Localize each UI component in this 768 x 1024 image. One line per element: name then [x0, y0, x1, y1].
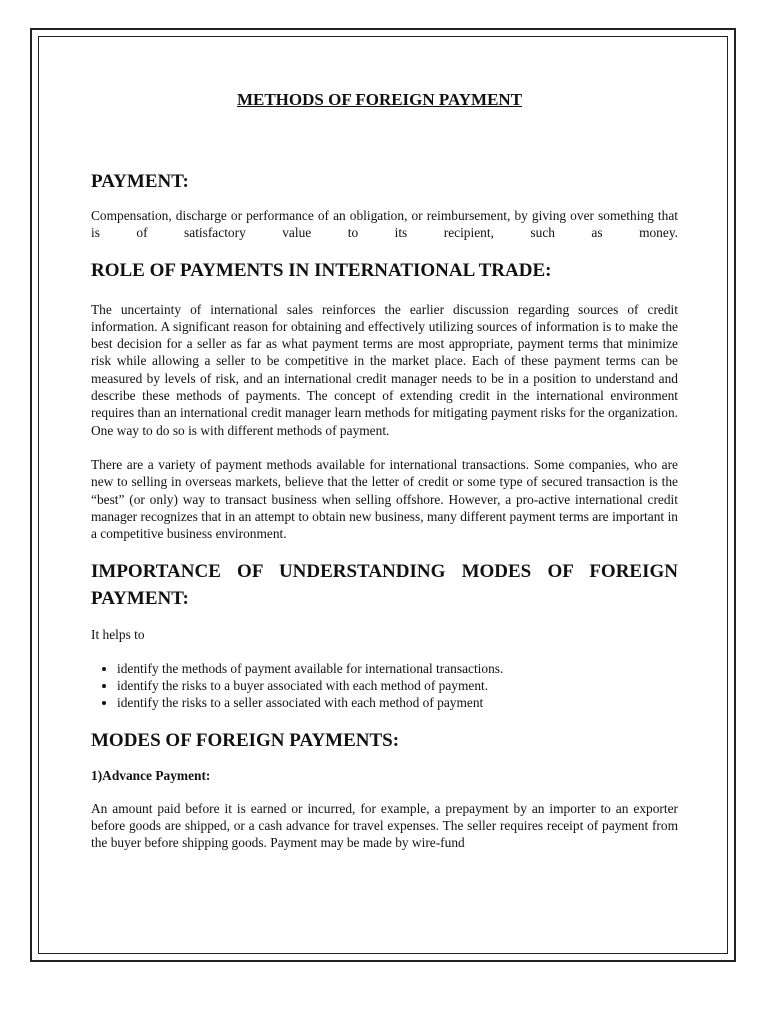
subheading-advance-payment: 1)Advance Payment:: [91, 767, 211, 783]
heading-importance: IMPORTANCE OF UNDERSTANDING MODES OF FOREIGN PAYMENT:: [91, 561, 678, 610]
list-item: • identify the risks to a seller associated with each method of payment: [117, 694, 678, 711]
paragraph-it-helps-to: It helps to: [91, 627, 145, 643]
importance-bullet-list: [91, 660, 678, 712]
list-item: • identify the risks to a buyer associated with each method of payment.: [117, 677, 678, 694]
paragraph-role-1: The uncertainty of international sales reinforces the earlier discussion regarding sources of credit information. A significant reason for obtaining and effectively utilizing sources of information is to make the best decision for a seller as far as what payment terms are most appropriate, payment terms that minimize risk while allowing a seller to be competitive in the market place. Each of these payment terms can be measured by levels of risk, and an international credit manager needs to be in a position to understand and describe these methods of payments. The concept of extending credit in the international environment requires than an international credit manager learn methods for mitigating payment risks for the organization. One way to do so is with different methods of payment.: [91, 301, 678, 438]
document-body: [91, 90, 678, 852]
paragraph-payment-definition: Compensation, discharge or performance of an obligation, or reimbursement, by giving over something that is of satisfactory value to its recipient, such as money.: [91, 208, 678, 241]
document-title: METHODS OF FOREIGN PAYMENT: [236, 90, 523, 109]
heading-role-of-payments: ROLE OF PAYMENTS IN INTERNATIONAL TRADE:: [91, 259, 552, 281]
list-item: • identify the methods of payment available for international transactions.: [117, 660, 678, 677]
heading-modes-of-foreign-payments: MODES OF FOREIGN PAYMENTS:: [91, 729, 400, 751]
heading-payment: PAYMENT:: [91, 171, 189, 192]
paragraph-role-2: There are a variety of payment methods available for international transactions. Some companies, who are new to selling in overseas markets, believe that the letter of credit or some type of secured transaction is the “best” (or only) way to transact business when selling offshore. However, a pro-active international credit manager recognizes that in an attempt to obtain new business, many different payment terms are important in a competitive business environment.: [91, 456, 678, 542]
paragraph-advance-payment: An amount paid before it is earned or incurred, for example, a prepayment by an importer to an exporter before goods are shipped, or a cash advance for travel expenses. The seller requires receipt of payment from the buyer before shipping goods. Payment may be made by wire-fund: [91, 800, 678, 851]
